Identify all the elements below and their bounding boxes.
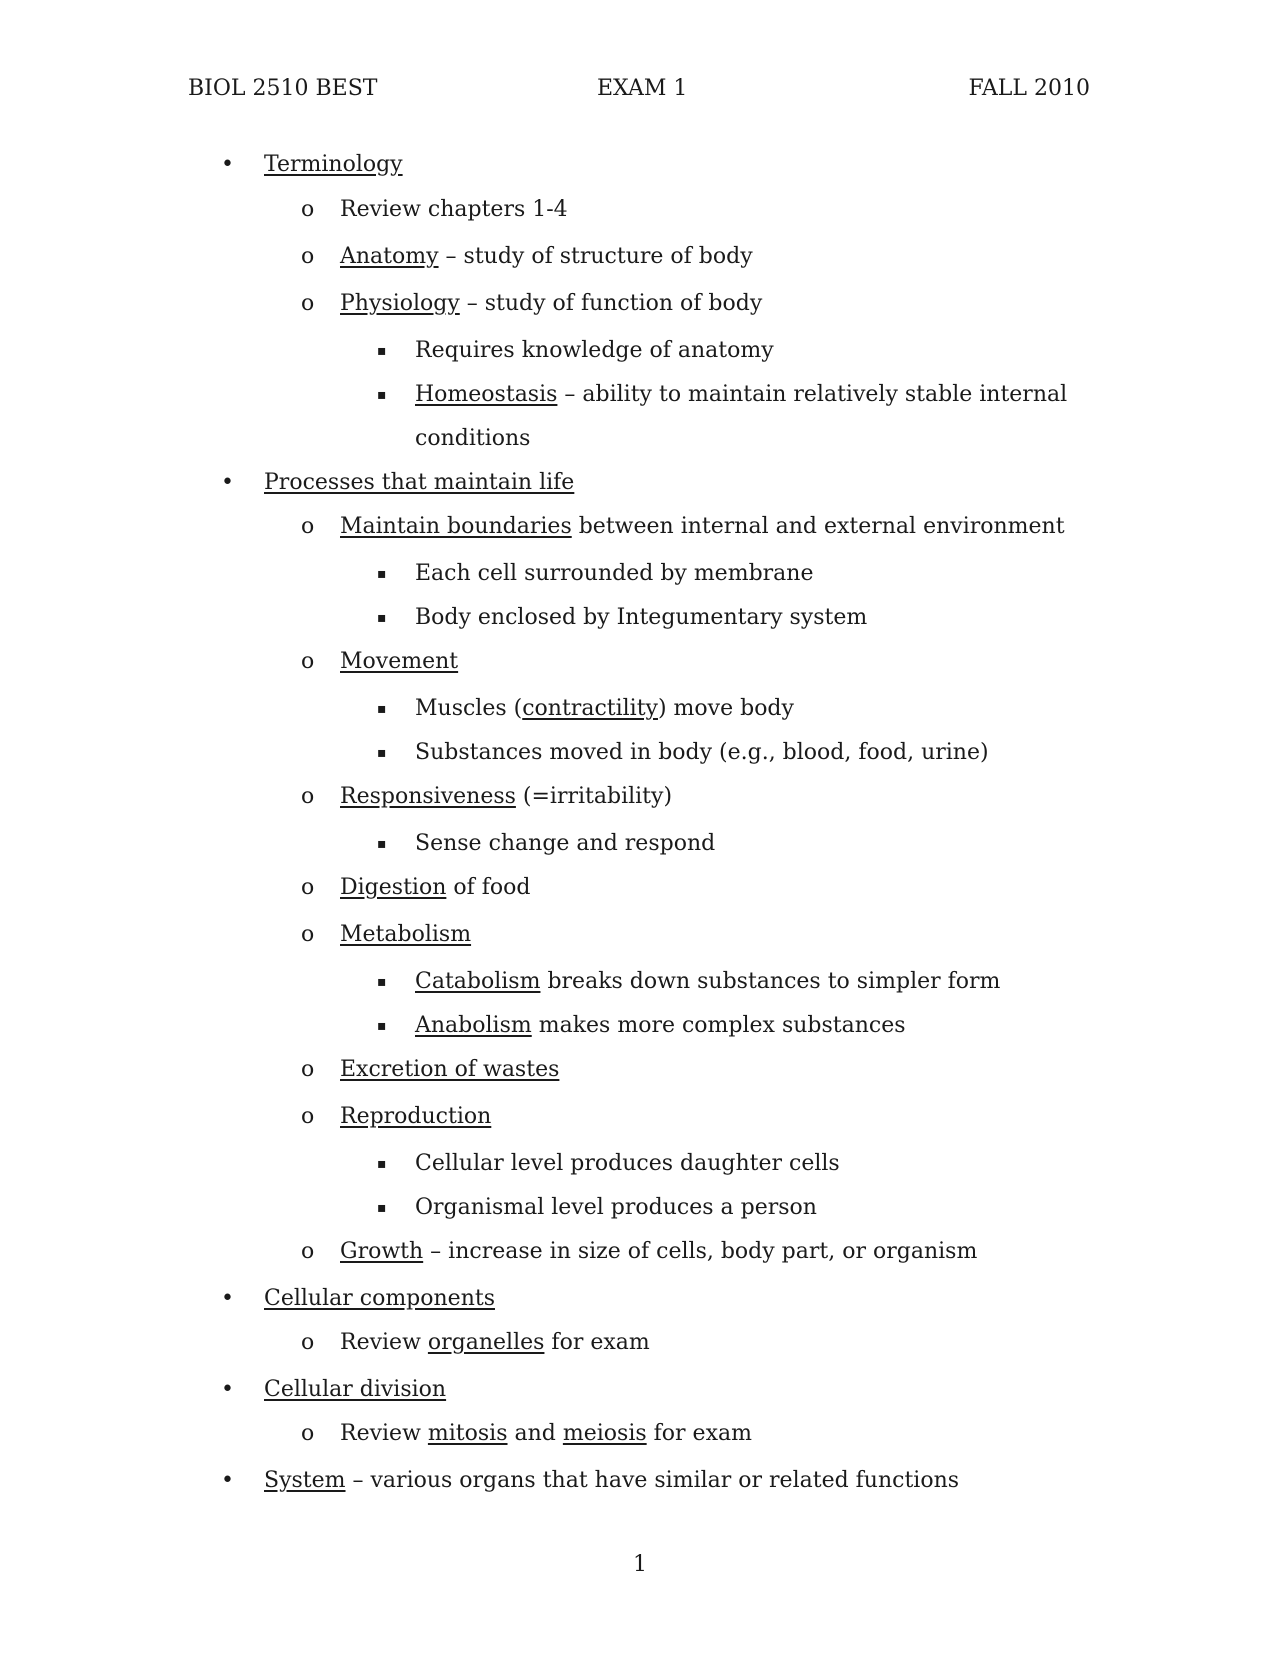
term-text: Excretion of wastes xyxy=(340,1057,560,1082)
outline-item xyxy=(415,829,715,859)
circle-marker: o xyxy=(301,514,315,539)
outline-item xyxy=(340,920,471,950)
outline-item xyxy=(415,967,1000,997)
header-exam: EXAM 1 xyxy=(597,76,688,101)
square-marker: ▪ xyxy=(377,701,387,717)
outline-item xyxy=(415,559,813,589)
square-marker: ▪ xyxy=(377,974,387,990)
circle-marker: o xyxy=(301,1104,315,1129)
outline-item xyxy=(340,195,568,225)
outline-item xyxy=(415,1149,840,1179)
outline-item xyxy=(340,289,762,319)
outline-item xyxy=(340,1102,491,1132)
term-text: contractility xyxy=(522,696,658,721)
circle-marker: o xyxy=(301,1057,315,1082)
header-term: FALL 2010 xyxy=(968,76,1090,101)
outline-item xyxy=(340,1237,977,1267)
bullet-marker: • xyxy=(221,152,234,177)
term-text: meiosis xyxy=(562,1421,647,1446)
square-marker: ▪ xyxy=(377,745,387,761)
term-text: organelles xyxy=(427,1330,545,1355)
circle-marker: o xyxy=(301,875,315,900)
term-text: System xyxy=(264,1468,346,1493)
term-text: Processes that maintain life xyxy=(264,470,575,495)
item-text: (=irritability) xyxy=(515,784,673,809)
circle-marker: o xyxy=(301,197,315,222)
item-text: of food xyxy=(446,875,531,900)
square-marker: ▪ xyxy=(377,1156,387,1172)
item-text: Each cell surrounded by membrane xyxy=(415,561,814,586)
circle-marker: o xyxy=(301,649,315,674)
circle-marker: o xyxy=(301,922,315,947)
term-text: Metabolism xyxy=(340,922,472,947)
header-course: BIOL 2510 BEST xyxy=(188,76,378,101)
outline-item xyxy=(415,336,774,366)
outline-item xyxy=(340,1419,752,1449)
item-text: for exam xyxy=(544,1330,650,1355)
item-text: – increase in size of cells, body part, or organism xyxy=(423,1239,978,1264)
term-text: Maintain boundaries xyxy=(340,514,572,539)
item-text: – ability to maintain relatively stable internal xyxy=(557,382,1068,407)
bullet-marker: • xyxy=(221,1468,234,1493)
term-text: Cellular division xyxy=(264,1377,447,1402)
item-text: Sense change and respond xyxy=(415,831,716,856)
outline-item xyxy=(340,782,672,812)
outline-item xyxy=(415,694,794,724)
term-text: Terminology xyxy=(264,152,403,177)
item-text: Organismal level produces a person xyxy=(415,1195,817,1220)
outline-heading-terminology xyxy=(264,150,403,180)
outline-heading-processes xyxy=(264,468,574,498)
circle-marker: o xyxy=(301,784,315,809)
square-marker: ▪ xyxy=(377,836,387,852)
outline-item xyxy=(340,873,530,903)
outline-item xyxy=(340,242,753,272)
square-marker: ▪ xyxy=(377,610,387,626)
term-text: Digestion xyxy=(340,875,447,900)
item-text: Review xyxy=(340,1421,428,1446)
item-text: breaks down substances to simpler form xyxy=(540,969,1001,994)
outline-heading-cellular-components xyxy=(264,1284,495,1314)
circle-marker: o xyxy=(301,244,315,269)
page-number: 1 xyxy=(633,1552,647,1577)
term-text: Anatomy xyxy=(340,244,439,269)
term-text: Cellular components xyxy=(264,1286,495,1311)
term-text: Movement xyxy=(340,649,459,674)
item-text: Cellular level produces daughter cells xyxy=(415,1151,840,1176)
outline-item xyxy=(340,1328,650,1358)
bullet-marker: • xyxy=(221,1377,234,1402)
term-text: mitosis xyxy=(427,1421,508,1446)
item-text: for exam xyxy=(646,1421,752,1446)
circle-marker: o xyxy=(301,1239,315,1264)
item-text: Review chapters 1-4 xyxy=(340,197,568,222)
term-text: Physiology xyxy=(340,291,460,316)
item-text: Requires knowledge of anatomy xyxy=(415,338,774,363)
circle-marker: o xyxy=(301,1330,315,1355)
square-marker: ▪ xyxy=(377,1200,387,1216)
outline-item xyxy=(415,380,1067,410)
term-text: Homeostasis xyxy=(415,382,558,407)
square-marker: ▪ xyxy=(377,387,387,403)
item-text: conditions xyxy=(415,426,531,451)
outline-item xyxy=(415,1193,817,1223)
term-text: Responsiveness xyxy=(340,784,516,809)
outline-item xyxy=(340,512,1065,542)
term-text: Growth xyxy=(340,1239,424,1264)
item-text: and xyxy=(507,1421,563,1446)
circle-marker: o xyxy=(301,291,315,316)
square-marker: ▪ xyxy=(377,566,387,582)
item-text: – study of structure of body xyxy=(438,244,753,269)
bullet-marker: • xyxy=(221,470,234,495)
outline-heading-cellular-division xyxy=(264,1375,446,1405)
item-text: – various organs that have similar or related functions xyxy=(345,1468,960,1493)
outline-item xyxy=(415,738,989,768)
outline-item xyxy=(340,1055,559,1085)
page-header xyxy=(188,76,1090,106)
outline-item xyxy=(340,647,458,677)
circle-marker: o xyxy=(301,1421,315,1446)
outline-item-continuation xyxy=(415,424,530,454)
item-text: Review xyxy=(340,1330,428,1355)
item-text: Body enclosed by Integumentary system xyxy=(415,605,868,630)
square-marker: ▪ xyxy=(377,343,387,359)
term-text: Anabolism xyxy=(415,1013,532,1038)
item-text: between internal and external environment xyxy=(571,514,1065,539)
item-text: Substances moved in body (e.g., blood, food, urine) xyxy=(415,740,989,765)
item-text: – study of function of body xyxy=(459,291,763,316)
outline-item xyxy=(415,1011,906,1041)
item-text: Muscles ( xyxy=(415,696,523,721)
term-text: Reproduction xyxy=(340,1104,492,1129)
outline-heading-system xyxy=(264,1466,959,1496)
item-text: makes more complex substances xyxy=(531,1013,906,1038)
square-marker: ▪ xyxy=(377,1018,387,1034)
item-text: ) move body xyxy=(657,696,794,721)
term-text: Catabolism xyxy=(415,969,541,994)
outline-item xyxy=(415,603,867,633)
bullet-marker: • xyxy=(221,1286,234,1311)
